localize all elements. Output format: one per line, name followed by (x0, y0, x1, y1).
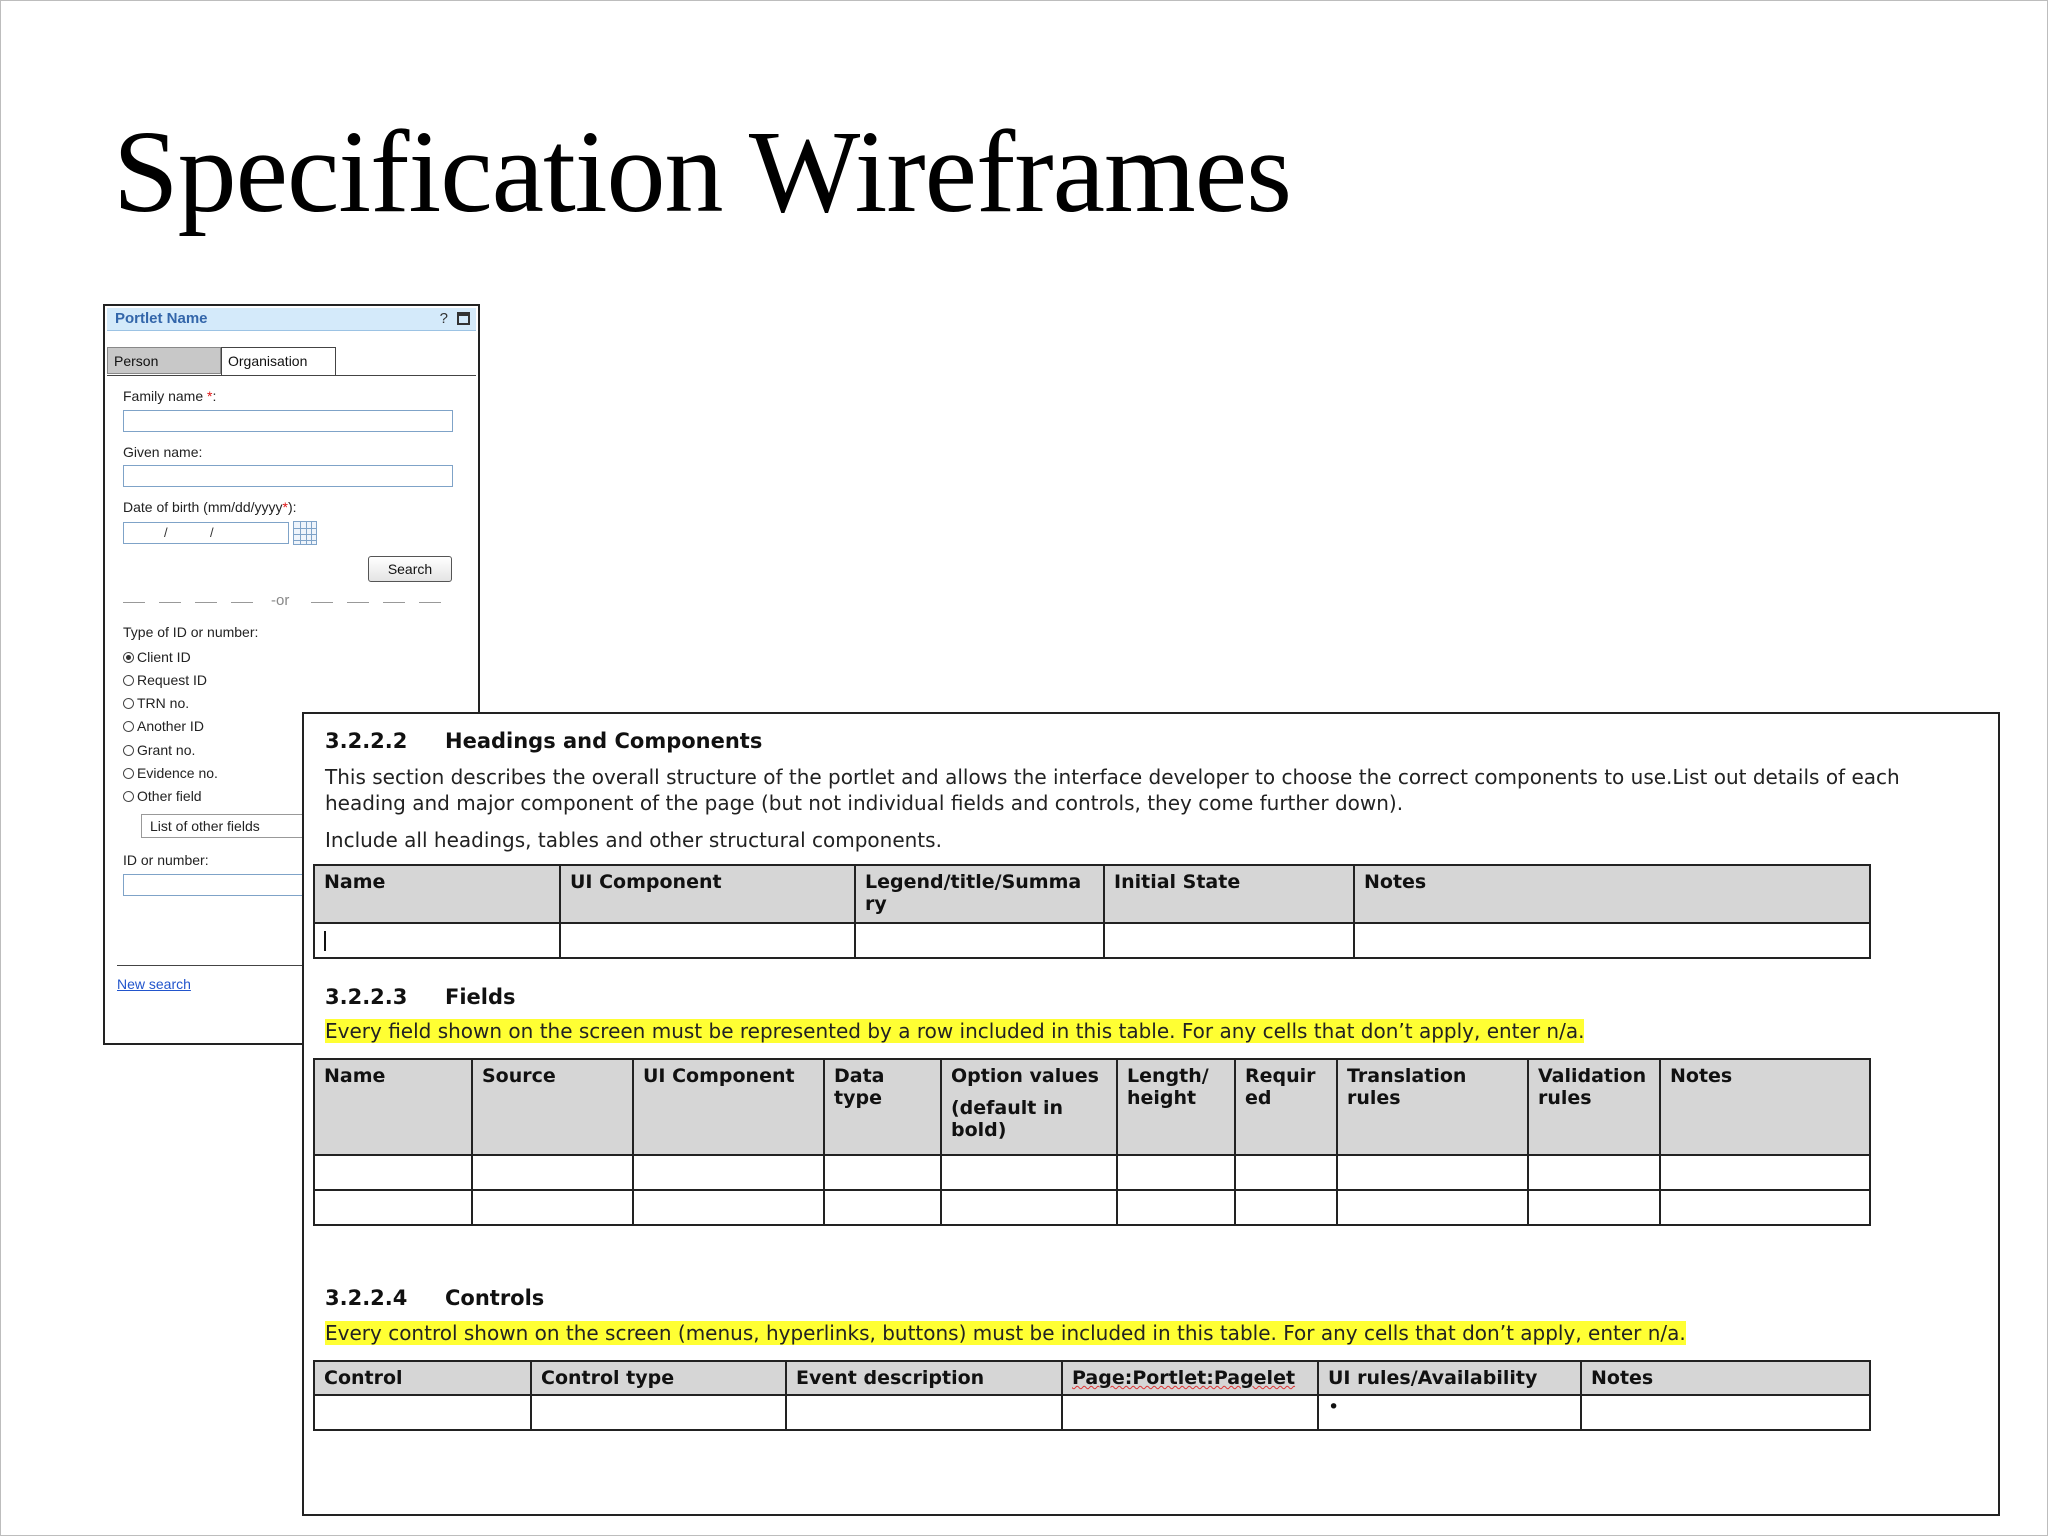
table-cell[interactable] (1528, 1155, 1660, 1190)
table-header-row (314, 1361, 1870, 1395)
id-number-label: ID or number: (123, 852, 209, 868)
header-ui-component: UI Component (633, 1059, 824, 1155)
table-row (314, 923, 1870, 958)
tab-divider (107, 375, 476, 376)
help-icon[interactable]: ? (439, 310, 448, 327)
table-cell[interactable] (1235, 1155, 1337, 1190)
table-cell[interactable] (531, 1395, 786, 1430)
header-source: Source (472, 1059, 633, 1155)
fields-note: Every field shown on the screen must be represented by a row included in this table. For any cells that don’t apply, enter n/a. (325, 1019, 1585, 1043)
maximize-icon[interactable] (457, 312, 470, 325)
header-initial-state: Initial State (1104, 865, 1354, 923)
header-translation-rules: Translation rules (1337, 1059, 1528, 1155)
tab-person[interactable]: Person (107, 347, 221, 374)
section-description-line2: heading and major component of the page (but not individual fields and controls, they come further down). (325, 791, 1404, 815)
header-ui-rules: UI rules/Availability (1318, 1361, 1581, 1395)
bullet-cell[interactable]: • (1318, 1395, 1581, 1430)
section-heading-fields: 3.2.2.3 Fields (325, 985, 516, 1009)
table-cell[interactable] (824, 1190, 941, 1225)
header-data-type: Data type (824, 1059, 941, 1155)
calendar-icon[interactable] (293, 521, 317, 545)
family-name-label: Family name *: (123, 388, 217, 404)
id-type-label: Type of ID or number: (123, 624, 259, 640)
header-notes: Notes (1581, 1361, 1870, 1395)
family-name-input[interactable] (123, 410, 453, 432)
header-option-values: Option values (default in bold) (941, 1059, 1117, 1155)
table-cell[interactable] (1337, 1155, 1528, 1190)
table-cell[interactable] (1660, 1190, 1870, 1225)
dob-input[interactable]: / / (123, 522, 289, 544)
table-cell[interactable] (1528, 1190, 1660, 1225)
table-cell[interactable] (1062, 1395, 1318, 1430)
table-cell[interactable] (1104, 923, 1354, 958)
table-cell[interactable] (472, 1190, 633, 1225)
header-name: Name (314, 865, 560, 923)
table-row (314, 1190, 1870, 1225)
other-fields-select[interactable]: List of other fields (141, 814, 341, 838)
radio-client-id[interactable]: Client ID (123, 649, 191, 665)
table-cell[interactable] (1354, 923, 1870, 958)
header-length-height: Length/ height (1117, 1059, 1235, 1155)
components-table (313, 864, 1871, 959)
table-header-row (314, 865, 1870, 923)
given-name-input[interactable] (123, 465, 453, 487)
radio-evidence-no[interactable]: Evidence no. (123, 765, 218, 781)
radio-other-field[interactable]: Other field (123, 788, 202, 804)
section-heading-controls: 3.2.2.4 Controls (325, 1286, 545, 1310)
table-header-row (314, 1059, 1870, 1155)
header-notes: Notes (1354, 865, 1870, 923)
portlet-name: Portlet Name (115, 310, 208, 327)
radio-another-id[interactable]: Another ID (123, 718, 204, 734)
table-cell[interactable] (1660, 1155, 1870, 1190)
table-row (314, 1395, 1870, 1430)
table-cell[interactable] (314, 923, 560, 958)
or-divider: -or (123, 592, 453, 612)
spec-document (302, 712, 2000, 1516)
table-cell[interactable] (1581, 1395, 1870, 1430)
table-cell[interactable] (472, 1155, 633, 1190)
slide-title: Specification Wireframes (113, 106, 1292, 237)
fields-table (313, 1058, 1871, 1226)
given-name-label: Given name: (123, 444, 203, 460)
table-cell[interactable] (560, 923, 855, 958)
header-name: Name (314, 1059, 472, 1155)
dob-label: Date of birth (mm/dd/yyyy*): (123, 499, 297, 515)
section-heading-components: 3.2.2.2 Headings and Components (325, 729, 763, 753)
table-cell[interactable] (824, 1155, 941, 1190)
table-cell[interactable] (941, 1155, 1117, 1190)
table-cell[interactable] (941, 1190, 1117, 1225)
table-cell[interactable] (314, 1190, 472, 1225)
table-cell[interactable] (1337, 1190, 1528, 1225)
header-control-type: Control type (531, 1361, 786, 1395)
new-search-link[interactable]: New search (117, 976, 191, 992)
table-cell[interactable] (1117, 1190, 1235, 1225)
radio-grant-no[interactable]: Grant no. (123, 742, 195, 758)
controls-table (313, 1360, 1871, 1431)
table-cell[interactable] (314, 1155, 472, 1190)
table-cell[interactable] (786, 1395, 1062, 1430)
radio-request-id[interactable]: Request ID (123, 672, 207, 688)
table-cell[interactable] (1117, 1155, 1235, 1190)
table-cell[interactable] (633, 1155, 824, 1190)
header-validation-rules: Validation rules (1528, 1059, 1660, 1155)
portlet-header (107, 308, 476, 331)
header-control: Control (314, 1361, 531, 1395)
header-notes: Notes (1660, 1059, 1870, 1155)
header-event-description: Event description (786, 1361, 1062, 1395)
header-ui-component: UI Component (560, 865, 855, 923)
table-cell[interactable] (314, 1395, 531, 1430)
section-description-line1: This section describes the overall structure of the portlet and allows the interface developer to choose the correct components to use.List out details of each (325, 765, 1900, 789)
table-cell[interactable] (633, 1190, 824, 1225)
header-required: Requir ed (1235, 1059, 1337, 1155)
header-page-portlet-pagelet: Page:Portlet:Pagelet (1062, 1361, 1318, 1395)
tab-organisation[interactable]: Organisation (221, 347, 336, 375)
table-cell[interactable] (855, 923, 1104, 958)
radio-trn-no[interactable]: TRN no. (123, 695, 189, 711)
table-cell[interactable] (1235, 1190, 1337, 1225)
header-legend: Legend/title/Summa ry (855, 865, 1104, 923)
search-button[interactable]: Search (368, 556, 452, 582)
table-row (314, 1155, 1870, 1190)
section-description-line3: Include all headings, tables and other structural components. (325, 828, 942, 852)
controls-note: Every control shown on the screen (menus, hyperlinks, buttons) must be included in this table. For any cells that don’t apply, enter n/a. (325, 1321, 1686, 1345)
